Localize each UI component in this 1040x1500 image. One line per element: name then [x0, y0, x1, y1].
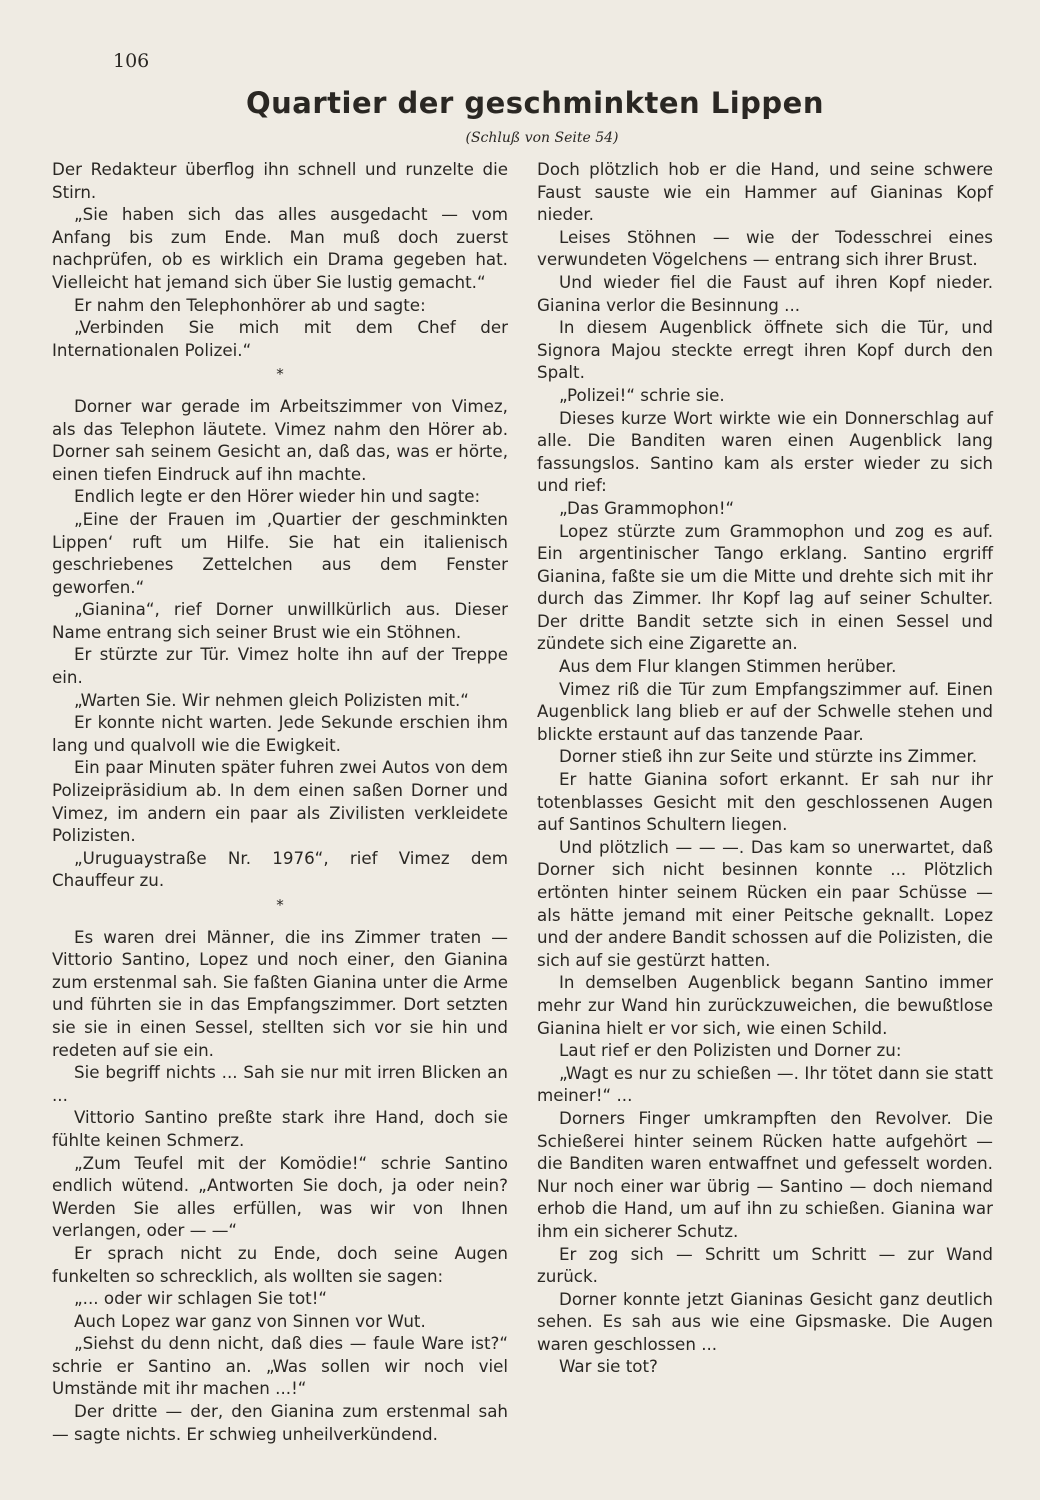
paragraph: „Wagt es nur zu schießen —. Ihr tötet dann sie statt meiner!“ ... — [537, 1062, 993, 1106]
paragraph: Sie begriff nichts ... Sah sie nur mit irren Blicken an ... — [52, 1062, 508, 1105]
paragraph: „Sie haben sich das alles ausgedacht — vom Anfang bis zum Ende. Man muß doch zuerst nachprüfen, ob es wirklich ein Drama gegeben hat. Vielleicht hat jemand sich über Sie lustig gemacht.“ — [52, 204, 508, 292]
paragraph: „Das Grammophon!“ — [559, 497, 735, 518]
paragraph: In demselben Augenblick begann Santino immer mehr zur Wand hin zurückzuweichen, die bewußtlose Gianina hielt er vor sich, wie einen Schild. — [537, 972, 993, 1038]
paragraph: Endlich legte er den Hörer wieder hin und sagte: — [74, 486, 481, 507]
paragraph: Er nahm den Telephonhörer ab und sagte: — [74, 294, 426, 315]
paragraph: „Uruguaystraße Nr. 1976“, rief Vimez dem Chauffeur zu. — [52, 847, 508, 891]
paragraph: Er hatte Gianina sofort erkannt. Er sah nur ihr totenblasses Gesicht mit den geschlossenen Augen auf Santinos Schultern liegen. — [537, 769, 993, 835]
paragraph: „Verbinden Sie mich mit dem Chef der Internationalen Polizei.“ — [52, 317, 508, 360]
paragraph: Der Redakteur überflog ihn schnell und runzelte die Stirn. — [52, 159, 508, 202]
paragraph: „Warten Sie. Wir nehmen gleich Polizisten mit.“ — [74, 689, 469, 710]
paragraph: Dorners Finger umkrampften den Revolver. Die Schießerei hinter seinem Rücken hatte aufgehört — die Banditen waren entwaffnet und gefesselt worden. Nur noch einer war übrig — Santino — doch niemand erhob die Hand, um auf ihn zu schießen. Gianina war ihm ein sicherer Schutz. — [537, 1107, 993, 1241]
paragraph: In diesem Augenblick öffnete sich die Tür, und Signora Majou steckte erregt ihren Kopf durch den Spalt. — [537, 317, 993, 383]
paragraph: Vimez riß die Tür zum Empfangszimmer auf. Einen Augenblick lang blieb er auf der Schwelle stehen und blickte erstaunt auf das tanzende Paar. — [537, 678, 993, 744]
paragraph: „Eine der Frauen im ‚Quartier der geschminkten Lippen‘ ruft um Hilfe. Sie hat ein italienisch geschriebenes Zettelchen aus dem Fenster geworfen.“ — [52, 508, 508, 597]
left-column — [52, 158, 508, 1445]
paragraph: Laut rief er den Polizisten und Dorner zu: — [559, 1040, 902, 1061]
right-column — [537, 158, 993, 1378]
paragraph: „Siehst du denn nicht, daß dies — faule Ware ist?“ schrie er Santino an. „Was sollen wir noch viel Umstände mit ihr machen ...!“ — [52, 1333, 508, 1399]
paragraph: Er stürzte zur Tür. Vimez holte ihn auf der Treppe ein. — [52, 644, 508, 688]
paragraph: Ein paar Minuten später fuhren zwei Autos von dem Polizeipräsidium ab. In dem einen saßen Dorner und Vimez, im andern ein paar als Zivilisten verkleidete Polizisten. — [52, 757, 508, 846]
paragraph: Er sprach nicht zu Ende, doch seine Augen funkelten so schrecklich, als wollten sie sagen: — [52, 1242, 508, 1286]
paragraph: Dorner konnte jetzt Gianinas Gesicht ganz deutlich sehen. Es sah aus wie eine Gipsmaske. Die Augen waren geschlossen ... — [537, 1288, 993, 1354]
paragraph: Er konnte nicht warten. Jede Sekunde erschien ihm lang und qualvoll wie die Ewigkeit. — [52, 712, 508, 755]
paragraph: Und plötzlich — — —. Das kam so unerwartet, daß Dorner sich nicht besinnen konnte ... Plötzlich ertönten hinter seinem Rücken ein paar Schüsse — als hätte jemand mit einer Peitsche geknallt. Lopez und der andere Bandit schossen auf die Polizisten, die sich auf sie gestürzt hatten. — [537, 836, 993, 970]
article-continuation-note: (Schluß von Seite 54) — [465, 130, 619, 146]
paragraph: Vittorio Santino preßte stark ihre Hand, doch sie fühlte keinen Schmerz. — [52, 1107, 508, 1150]
paragraph: Dieses kurze Wort wirkte wie ein Donnerschlag auf alle. Die Banditen waren einen Augenblick lang fassungslos. Santino kam als erster wieder zu sich und rief: — [537, 407, 993, 496]
page-number: 106 — [113, 50, 150, 72]
paragraph: „Zum Teufel mit der Komödie!“ schrie Santino endlich wütend. „Antworten Sie doch, ja oder nein? Werden Sie alles erfüllen, was wir von Ihnen verlangen, oder — —“ — [52, 1152, 508, 1241]
paragraph: Leises Stöhnen — wie der Todesschrei eines verwundeten Vögelchens — entrang sich ihrer Brust. — [537, 226, 993, 270]
article-title: Quartier der geschminkten Lippen — [245, 86, 824, 120]
paragraph: Dorner war gerade im Arbeitszimmer von Vimez, als das Telephon läutete. Vimez nahm den Hörer ab. Dorner sah seinem Gesicht an, daß das, was er hörte, einen tiefen Eindruck auf ihn machte. — [52, 395, 508, 484]
paragraph: Doch plötzlich hob er die Hand, und seine schwere Faust sauste wie ein Hammer auf Gianinas Kopf nieder. — [537, 159, 993, 225]
paragraph: War sie tot? — [559, 1356, 658, 1377]
paragraph: „Gianina“, rief Dorner unwillkürlich aus. Dieser Name entrang sich seiner Brust wie ein Stöhnen. — [52, 599, 508, 642]
section-separator: * — [276, 896, 284, 914]
paragraph: Lopez stürzte zum Grammophon und zog es auf. Ein argentinischer Tango erklang. Santino ergriff Gianina, faßte sie um die Mitte und drehte sich mit ihr durch das Zimmer. Ihr Kopf lag auf seiner Schulter. Der dritte Bandit setzte sich in einen Sessel und zündete sich eine Zigarette an. — [537, 520, 993, 654]
paragraph: Es waren drei Männer, die ins Zimmer traten — Vittorio Santino, Lopez und noch einer, den Gianina zum erstenmal sah. Sie faßten Gianina unter die Arme und führten sie in das Empfangszimmer. Dort setzten sie sie in einen Sessel, stellten sich vor sie hin und redeten auf sie ein. — [52, 926, 508, 1060]
paragraph: Dorner stieß ihn zur Seite und stürzte ins Zimmer. — [559, 746, 978, 767]
paragraph: Aus dem Flur klangen Stimmen herüber. — [559, 656, 897, 677]
paragraph: „Polizei!“ schrie sie. — [559, 384, 725, 405]
paragraph: „... oder wir schlagen Sie tot!“ — [74, 1288, 328, 1309]
paragraph: Der dritte — der, den Gianina zum erstenmal sah — sagte nichts. Er schwieg unheilverkündend. — [52, 1401, 508, 1444]
paragraph: Er zog sich — Schritt um Schritt — zur Wand zurück. — [537, 1243, 993, 1287]
paragraph: Auch Lopez war ganz von Sinnen vor Wut. — [74, 1310, 426, 1331]
paragraph: Und wieder fiel die Faust auf ihren Kopf nieder. Gianina verlor die Besinnung ... — [537, 271, 993, 315]
section-separator: * — [276, 365, 284, 384]
